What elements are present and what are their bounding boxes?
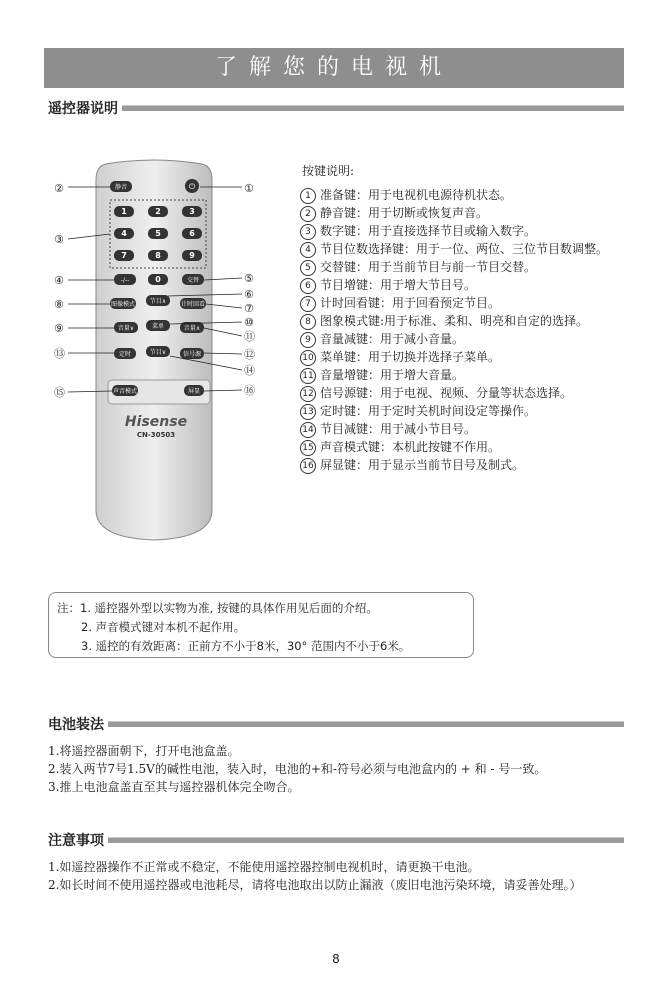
list-item: 1.如遥控器操作不正常或不稳定，不能使用遥控器控制电视机时，请更换干电池。 <box>48 860 480 874</box>
note-label: 注： <box>57 601 80 615</box>
sound-mode-label: 声音模式 <box>112 388 138 395</box>
page-banner: 了解您的电视机 <box>44 48 624 88</box>
callout-7: ⑦ <box>244 302 254 315</box>
battery-instructions <box>48 742 546 796</box>
power-icon: ⏻ <box>188 182 196 191</box>
list-item: 7 计时回看键：用于回看预定节目。 <box>300 294 608 312</box>
list-item: 2.如长时间不使用遥控器或电池耗尽，请将电池取出以防止漏液（废旧电池污染环境，请妥善处理。） <box>48 878 582 892</box>
list-item: 6 节目增键：用于增大节目号。 <box>300 276 608 294</box>
digit-5-label: 5 <box>155 229 161 238</box>
timer-recall-label: 计时回看 <box>180 301 206 308</box>
callout-8: ⑧ <box>54 298 64 311</box>
callout-14: ⑭ <box>244 364 255 377</box>
brand-logo: Hisense <box>124 414 188 430</box>
list-item: 1.将遥控器面朝下，打开电池盒盖。 <box>48 744 240 758</box>
callout-2: ② <box>54 182 64 195</box>
digit-7-label: 7 <box>121 251 127 260</box>
list-item: 12 信号源键：用于电视、视频、分量等状态选择。 <box>300 384 608 402</box>
note-line: 1. 遥控器外型以实物为准, 按键的具体作用见后面的介绍。 <box>80 601 378 615</box>
swap-label: 交替 <box>186 277 200 284</box>
model-number: CN-30503 <box>136 431 176 439</box>
channel-down-label: 节目∨ <box>149 349 167 356</box>
list-item: 16 屏显键：用于显示当前节目号及制式。 <box>300 456 608 474</box>
callout-13: ⑬ <box>54 347 65 360</box>
digit-4-label: 4 <box>121 229 127 238</box>
callout-3: ③ <box>54 233 64 246</box>
section-heading-remote: 遥控器说明 <box>48 98 624 118</box>
display-label: 屏显 <box>187 388 201 395</box>
note-line: 2. 声音模式键对本机不起作用。 <box>81 620 246 634</box>
volume-down-label: 音量∨ <box>117 325 135 332</box>
keys-intro: 按键说明: <box>302 164 355 178</box>
list-item: 13 定时键：用于定时关机时间设定等操作。 <box>300 402 608 420</box>
digit-9-label: 9 <box>189 251 195 260</box>
digit-1-label: 1 <box>121 207 127 216</box>
digit-3-label: 3 <box>189 207 195 216</box>
list-item: 8 图象模式键:用于标准、柔和、明亮和自定的选择。 <box>300 312 608 330</box>
digit-0-label: 0 <box>155 275 161 284</box>
page-number: 8 <box>332 952 340 966</box>
section-heading-caution: 注意事项 <box>48 830 624 850</box>
remote-illustration <box>44 150 284 550</box>
list-item: 2.装入两节7号1.5V的碱性电池，装入时，电池的+和-符号必须与电池盒内的 + 和 - 号一致。 <box>48 762 547 776</box>
picture-mode-label: 图像模式 <box>110 301 136 308</box>
callout-11: ⑪ <box>244 330 255 343</box>
timer-label: 定时 <box>118 351 132 358</box>
caution-instructions <box>48 858 581 894</box>
list-item: 9 音量减键：用于减小音量。 <box>300 330 608 348</box>
digit-row-1 <box>114 206 202 217</box>
callout-16: ⑯ <box>244 384 255 397</box>
callout-4: ④ <box>54 274 64 287</box>
callout-15: ⑮ <box>54 386 65 399</box>
digits-select-label: -/-- <box>120 277 130 284</box>
list-item: 3.推上电池盒盖直至其与遥控器机体完全吻合。 <box>48 780 300 794</box>
digit-row-2 <box>114 228 202 239</box>
channel-up-label: 节目∧ <box>149 298 167 305</box>
source-label: 信号源 <box>182 351 202 358</box>
note-line: 3. 遥控的有效距离：正前方不小于8米，30° 范围内不小于6米。 <box>81 639 411 653</box>
list-item: 15 声音模式键：本机此按键不作用。 <box>300 438 608 456</box>
digit-2-label: 2 <box>155 207 161 216</box>
digit-row-3 <box>114 250 202 261</box>
callout-9: ⑨ <box>54 322 64 335</box>
list-item: 3 数字键：用于直接选择节目或输入数字。 <box>300 222 608 240</box>
callout-1: ① <box>244 182 254 195</box>
section-heading-battery: 电池装法 <box>48 714 624 734</box>
digit-8-label: 8 <box>155 251 161 260</box>
callout-10: ⑩ <box>244 316 254 329</box>
list-item: 10 菜单键：用于切换并选择子菜单。 <box>300 348 608 366</box>
callout-12: ⑫ <box>244 348 255 361</box>
digit-6-label: 6 <box>189 229 195 238</box>
key-descriptions <box>300 186 608 474</box>
callout-5: ⑤ <box>244 272 254 285</box>
volume-up-label: 音量∧ <box>183 325 201 332</box>
list-item: 14 节目减键：用于减小节目号。 <box>300 420 608 438</box>
callout-6: ⑥ <box>244 288 254 301</box>
list-item: 5 交替键：用于当前节目与前一节目交替。 <box>300 258 608 276</box>
list-item: 11 音量增键：用于增大音量。 <box>300 366 608 384</box>
list-item: 1 准备键：用于电视机电源待机状态。 <box>300 186 608 204</box>
mute-label: 静音 <box>114 184 128 191</box>
menu-label: 菜单 <box>151 323 165 330</box>
list-item: 4 节目位数选择键：用于一位、两位、三位节目数调整。 <box>300 240 608 258</box>
list-item: 2 静音键：用于切断或恢复声音。 <box>300 204 608 222</box>
note-box <box>48 592 474 658</box>
